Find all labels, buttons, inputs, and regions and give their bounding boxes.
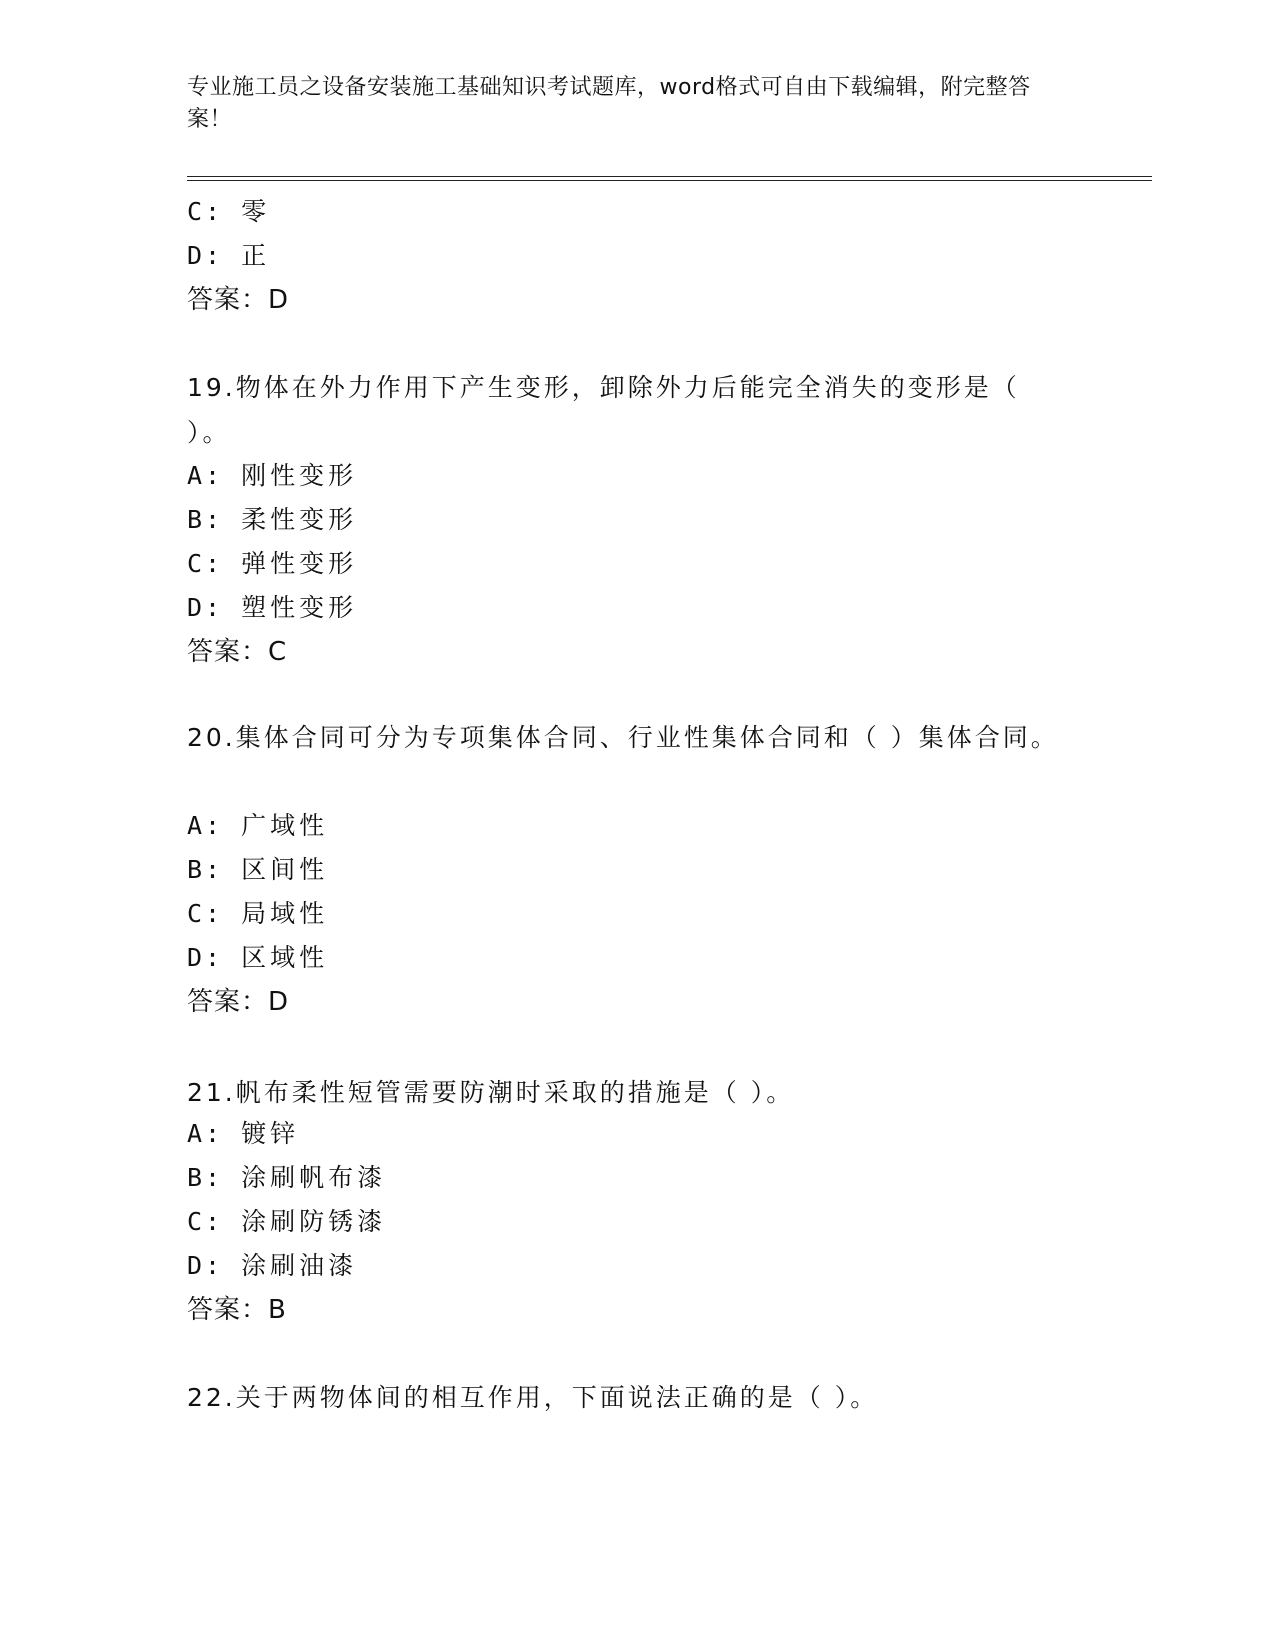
- option-text: 柔性变形: [241, 505, 358, 534]
- option-letter: C:: [187, 549, 224, 578]
- option-row: [187, 1118, 299, 1150]
- option-text: 刚性变形: [241, 461, 358, 490]
- option-text: 涂刷帆布漆: [241, 1163, 387, 1192]
- option-letter: A:: [187, 461, 224, 490]
- option-letter: D:: [187, 1251, 224, 1280]
- option-letter: B:: [187, 1163, 224, 1192]
- option-text: 弹性变形: [241, 549, 358, 578]
- option-text: 塑性变形: [241, 593, 358, 622]
- option-row: [187, 460, 357, 492]
- option-text: 零: [241, 197, 271, 226]
- option-text: 镀锌: [241, 1119, 300, 1148]
- document-header-title: 专业施工员之设备安装施工基础知识考试题库，word格式可自由下载编辑，附完整答案！: [187, 75, 1031, 132]
- option-row: [187, 854, 328, 886]
- option-row: [187, 1206, 386, 1238]
- question-stem: 21.帆布柔性短管需要防潮时采取的措施是（ ）。: [187, 1078, 795, 1107]
- option-text: 区域性: [241, 943, 329, 972]
- option-letter: B:: [187, 505, 224, 534]
- option-letter: C:: [187, 197, 224, 226]
- option-letter: D:: [187, 241, 224, 270]
- answer-line: 答案：B: [187, 1295, 287, 1325]
- question-stem: 22.关于两物体间的相互作用，下面说法正确的是（ ）。: [187, 1383, 879, 1412]
- option-letter: D:: [187, 943, 224, 972]
- option-letter: A:: [187, 1119, 224, 1148]
- option-text: 局域性: [241, 899, 329, 928]
- question-stem: 20.集体合同可分为专项集体合同、行业性集体合同和（ ）集体合同。: [187, 723, 1059, 752]
- option-letter: A:: [187, 811, 224, 840]
- option-text: 涂刷油漆: [241, 1251, 358, 1280]
- option-row: [187, 548, 357, 580]
- option-letter: B:: [187, 855, 224, 884]
- option-text: 区间性: [241, 855, 329, 884]
- option-row: [187, 196, 270, 228]
- option-row: [187, 810, 328, 842]
- option-letter: C:: [187, 899, 224, 928]
- option-text: 正: [241, 241, 271, 270]
- option-row: [187, 898, 328, 930]
- option-text: 涂刷防锈漆: [241, 1207, 387, 1236]
- answer-line: 答案：D: [187, 285, 290, 315]
- answer-line: 答案：C: [187, 637, 288, 667]
- question-stem: 19.物体在外力作用下产生变形，卸除外力后能完全消失的变形是（ ）。: [187, 373, 1020, 447]
- option-letter: C:: [187, 1207, 224, 1236]
- option-row: [187, 942, 328, 974]
- option-letter: D:: [187, 593, 224, 622]
- answer-line: 答案：D: [187, 987, 290, 1017]
- option-text: 广域性: [241, 811, 329, 840]
- option-row: [187, 504, 357, 536]
- header-divider: [187, 176, 1152, 181]
- option-row: [187, 240, 270, 272]
- option-row: [187, 1250, 357, 1282]
- option-row: [187, 1162, 386, 1194]
- option-row: [187, 592, 357, 624]
